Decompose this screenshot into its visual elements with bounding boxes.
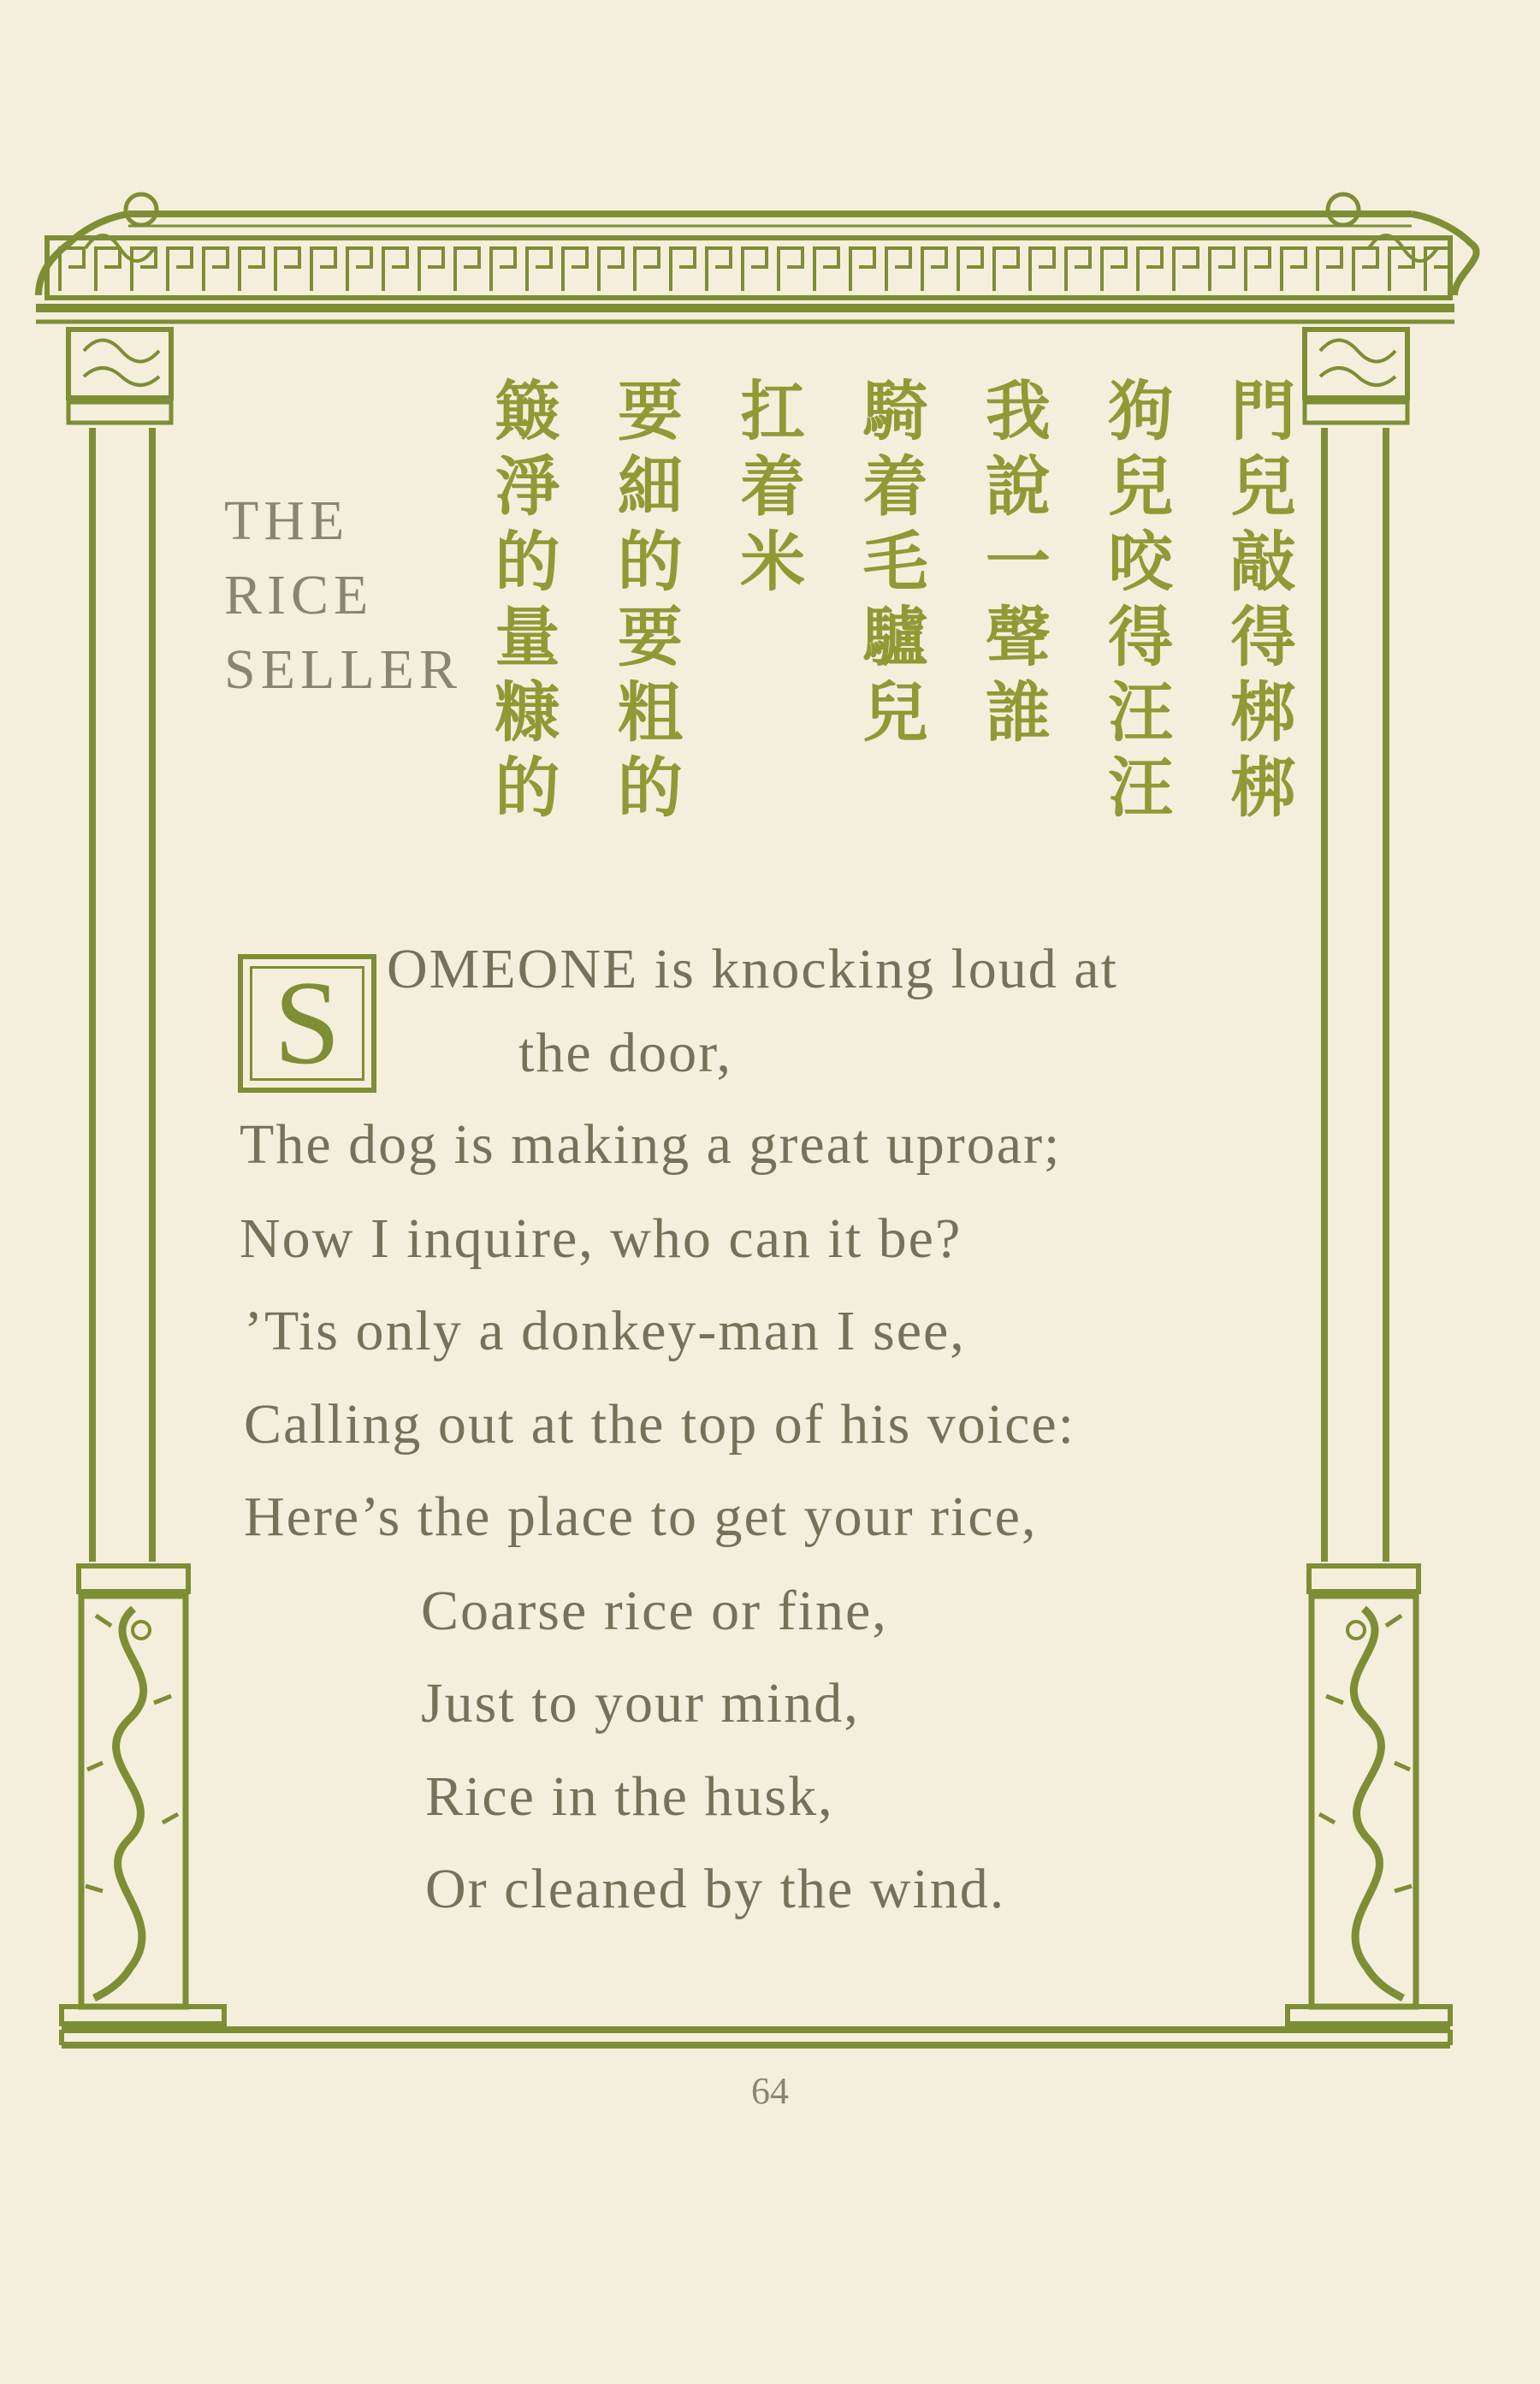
left-pillar-capital bbox=[68, 329, 171, 423]
right-pillar-capital bbox=[1305, 329, 1407, 423]
title-line-rice: RICE bbox=[224, 564, 374, 626]
chinese-column: 要細的要粗的 bbox=[607, 377, 684, 828]
verse-line: The dog is making a great uproar; bbox=[240, 1113, 1062, 1176]
verse-line: Or cleaned by the wind. bbox=[425, 1858, 1006, 1920]
verse-line: Just to your mind, bbox=[421, 1672, 860, 1735]
title-line-the: THE bbox=[224, 489, 350, 552]
verse-line: ’Tis only a donkey-man I see, bbox=[244, 1300, 966, 1362]
chinese-column: 門兒敲得梆梆 bbox=[1219, 377, 1296, 828]
right-dragon-panel bbox=[1309, 1566, 1419, 2007]
drop-cap bbox=[238, 954, 376, 1093]
chinese-column: 騎着毛驢兒 bbox=[851, 377, 928, 753]
drop-cap-letter: S bbox=[250, 966, 364, 1081]
title-line-seller: SELLER bbox=[224, 638, 462, 701]
verse-line: the door, bbox=[518, 1022, 732, 1084]
chinese-verse bbox=[479, 377, 1300, 856]
roof-ornament bbox=[36, 194, 1477, 322]
chinese-column: 狗兒咬得汪汪 bbox=[1097, 377, 1174, 828]
verse-line: OMEONE is knocking loud at bbox=[387, 938, 1118, 1000]
verse-line: Calling out at the top of his voice: bbox=[244, 1393, 1076, 1456]
verse-line: Coarse rice or fine, bbox=[421, 1580, 888, 1642]
chinese-column: 簸淨的量糠的 bbox=[484, 377, 560, 828]
frame-base bbox=[62, 2007, 1450, 2045]
right-pillar bbox=[1324, 428, 1386, 1562]
left-dragon-panel bbox=[79, 1566, 188, 2007]
verse-line: Now I inquire, who can it be? bbox=[240, 1207, 962, 1270]
left-pillar bbox=[92, 428, 152, 1562]
poem-title bbox=[224, 483, 462, 707]
verse-line: Here’s the place to get your rice, bbox=[244, 1486, 1038, 1548]
chinese-column: 扛着米 bbox=[729, 377, 806, 602]
page-number: 64 bbox=[751, 2070, 789, 2112]
verse-line: Rice in the husk, bbox=[425, 1765, 834, 1828]
chinese-column: 我說一聲誰 bbox=[974, 377, 1051, 753]
